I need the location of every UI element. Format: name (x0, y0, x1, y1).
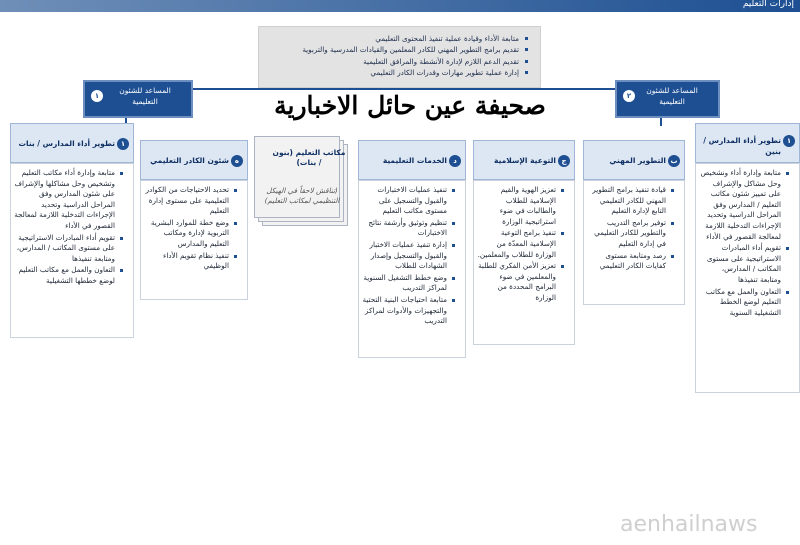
duty-item: متابعة الأداء وقيادة عملية تنفيذ المحتوى التعليمي (265, 33, 528, 44)
dept-number: ه (231, 155, 243, 167)
dept-number: ج (558, 155, 570, 167)
dept-item: متابعة احتياجات البنية التحتية والتجهيزات والأدوات لمراكز التدريب (362, 295, 455, 327)
offices-title: مكاتب التعليم (بنون / بنات) (272, 148, 346, 167)
assistant-label: المساعد للشئون التعليمية (646, 86, 698, 106)
dept-title: تطوير أداء المدارس / بنات (18, 139, 115, 148)
assistant-box-girls (83, 80, 193, 118)
dept-item: التعاون والعمل مع مكاتب التعليم لوضع الخطط التشغيلية السنوية (699, 287, 789, 319)
dept-item: رصد ومتابعة مستوى كفايات الكادر التعليمي (587, 251, 674, 272)
header-title: إدارات التعليم (742, 0, 794, 9)
dept-header-professional (583, 140, 685, 180)
dept-header-girls (10, 123, 134, 163)
dept-item: توفير برامج التدريب والتطوير للكادر التعليمي في إدارة التعليم (587, 218, 674, 250)
dept-item: تنفيذ عمليات الاختبارات والقبول والتسجيل على مستوى مكاتب التعليم (362, 185, 455, 217)
dept-title: التوعية الإسلامية (494, 156, 556, 165)
assistant-number: ١ (91, 90, 103, 102)
dept-item: إدارة تنفيذ عمليات الاختبار والقبول والتسجيل وإصدار الشهادات للطلاب (362, 240, 455, 272)
duty-item: تقديم برامج التطوير المهني للكادر المعلمين والقيادات المدرسية والتربوية (265, 44, 528, 55)
dept-item: متابعة وإدارة أداء مكاتب التعليم وتشخيص وحل مشاكلها والإشراف على شئون المدارس وفق المراحل الدراسية وتحديد الإجراءات التدخلية اللازمة لمعالجة القصور في الأداء (14, 168, 123, 232)
dept-body-services (358, 180, 466, 358)
newspaper-watermark: صحيفة عين حائل الاخبارية (274, 91, 546, 120)
dept-header-staff (140, 140, 248, 180)
dept-body-boys (695, 163, 800, 393)
dept-body-staff (140, 180, 248, 300)
assistant-box-boys (615, 80, 720, 118)
offices-note: (تناقش لاحقاً في الهيكل التنظيمي لمكاتب التعليم) (264, 186, 340, 205)
connector-right-down (660, 118, 662, 126)
dept-item: التعاون والعمل مع مكاتب التعليم لوضع خططها التشغيلية (14, 265, 123, 286)
dept-item: تحديد الاحتياجات من الكوادر التعليمية على مستوى إدارة التعليم (144, 185, 237, 217)
dept-number: ١ (783, 135, 795, 147)
assistant-label: المساعد للشئون التعليمية (119, 86, 171, 106)
dept-item: تنفيذ نظام تقويم الأداء الوظيفي (144, 251, 237, 272)
dept-body-girls (10, 163, 134, 338)
dept-item: تنفيذ برامج التوعية الإسلامية المعدّة من الوزارة للطلاب والمعلمين. (477, 228, 564, 260)
dept-title: التطوير المهني (609, 156, 666, 165)
site-watermark: aenhailnaws (620, 512, 758, 537)
dept-body-professional (583, 180, 685, 305)
assistant-number: ٢ (623, 90, 635, 102)
dept-number: د (449, 155, 461, 167)
dept-item: تقويم أداء المبادرات الاستراتيجية على مستوى المكاتب / المدارس، ومتابعة تنفيذها (14, 233, 123, 265)
dept-number: ب (668, 155, 680, 167)
dept-number: ١ (117, 138, 129, 150)
dept-item: تنظيم وتوثيق وأرشفة نتائج الاختبارات (362, 218, 455, 239)
dept-item: قيادة تنفيذ برامج التطوير المهني للكادر التعليمي التابع لإدارة التعليم (587, 185, 674, 217)
dept-title: الخدمات التعليمية (382, 156, 447, 165)
dept-item: تعزيز الهوية والقيم الإسلامية للطلاب والطالبات في ضوء استراتيجية الوزارة (477, 185, 564, 227)
duty-item: إدارة عملية تطوير مهارات وقدرات الكادر التعليمي (265, 67, 528, 78)
duties-box (258, 26, 541, 88)
dept-item: تقويم أداء المبادرات الاستراتيجية على مستوى المكاتب / المدارس، ومتابعة تنفيذها (699, 243, 789, 285)
dept-body-awareness (473, 180, 575, 345)
dept-item: تعزيز الأمن الفكري للطلبة والمعلمين في ضوء البرامج المحددة من الوزارة (477, 261, 564, 303)
dept-header-services (358, 140, 466, 180)
dept-title: شئون الكادر التعليمي (150, 156, 229, 165)
header-bar (0, 0, 800, 12)
connector-horizontal (155, 88, 660, 90)
dept-title: تطوير أداء المدارس / بنين (703, 136, 781, 156)
dept-header-awareness (473, 140, 575, 180)
dept-header-boys (695, 123, 800, 163)
dept-item: متابعة وإدارة أداء ونشخيص وحل مشاكل والإشراف على تمييز شئون مكاتب التعليم / المدارس وفق المراحل الدراسية وتحديد الإجراءات التدخلية اللازمة لمعالجة القصور في الأداء (699, 168, 789, 242)
dept-item: وضع خطة للموارد البشرية التربوية لإدارة ومكاتب التعليم والمدارس (144, 218, 237, 250)
duty-item: تقديم الدعم اللازم لإدارة الأنشطة والمرافق التعليمية (265, 56, 528, 67)
dept-item: وضع خطط التشغيل السنوية لمراكز التدريب (362, 273, 455, 294)
